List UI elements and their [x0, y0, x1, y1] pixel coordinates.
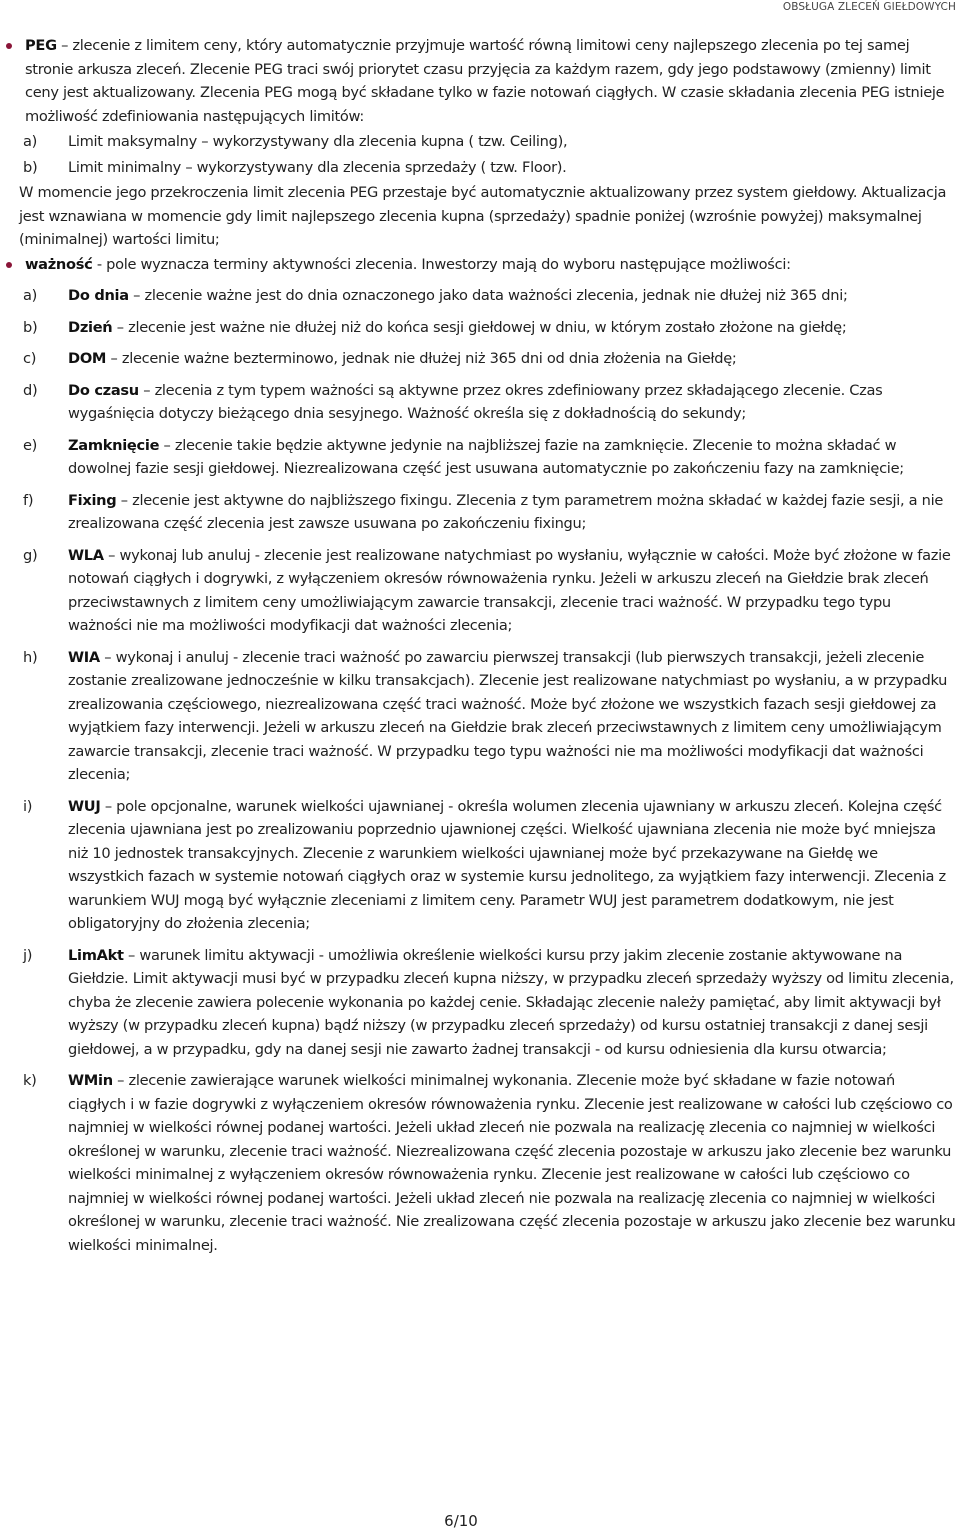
- validity-option-text: [68, 944, 956, 1062]
- validity-option-term: Do czasu: [68, 381, 139, 399]
- bullet-peg: [6, 34, 956, 128]
- validity-option: [6, 795, 956, 936]
- validity-option: [6, 316, 956, 340]
- list-item-label: b): [23, 158, 38, 176]
- bullet-waznosc: [6, 253, 956, 277]
- validity-option-description: – zlecenie zawierające warunek wielkości minimalnej wykonania. Zlecenie może być składane w fazie notowań ciągłych i w fazie dogrywki z wyłączeniem okresów równoważenia rynku. Zlecenie jest realizowane w całości lub częściowo co najmniej w wielkości równej podanej wartości. Jeżeli układ zleceń nie pozwala na realizację zlecenia co najmniej w wielkości określonej w warunku, zlecenie traci ważność. Niezrealizowana część zlecenia pozostaje w arkuszu jako zlecenie bez warunku wielkości minimalnej z wyłączeniem okresów równoważenia rynku. Zlecenie jest realizowane w całości lub częściowo co najmniej w wielkości równej podanej wartości. Jeżeli układ zleceń nie pozwala na realizację zlecenia co najmniej w wielkości określonej w warunku, zlecenie traci ważność. Nie zrealizowana część zlecenia pozostaje w arkuszu jako zlecenie bez warunku wielkości minimalnej.: [68, 1072, 956, 1254]
- waznosc-description: - pole wyznacza terminy aktywności zlecenia. Inwestorzy mają do wyboru następujące możliwości:: [92, 255, 791, 273]
- peg-after-paragraph: W momencie jego przekroczenia limit zlecenia PEG przestaje być automatycznie aktualizowany przez system giełdowy. Aktualizacja jest wznawiana w momencie gdy limit najlepszego zlecenia kupna (sprzedaży) spadnie poniżej (wzrośnie powyżej) maksymalnej (minimalnej) wartości limitu;: [19, 184, 947, 248]
- validity-option: [6, 646, 956, 787]
- validity-option-label: f): [23, 491, 34, 509]
- page-content: [6, 34, 956, 1257]
- validity-option-description: – pole opcjonalne, warunek wielkości ujawnianej - określa wolumen zlecenia ujawniany w arkuszu zleceń. Kolejna część zlecenia ujawniana jest po zrealizowaniu poprzednio ujawnionej części. Wielkość ujawniana zlecenia nie może być mniejsza niż 10 jednostek transakcyjnych. Zlecenie z warunkiem wielkości ujawnianej może być przekazywane na Giełdę we wszystkich fazach w systemie notowań ciągłych oraz w systemie kursu jednolitego, za wyjątkiem fazy interwencji. Zlecenia z warunkiem WUJ mogą być wyłącznie zleceniami z limitem ceny. Parametr WUJ jest parametrem dodatkowym, nie jest obligatoryjny do złożenia zlecenia;: [68, 797, 946, 932]
- validity-option-text: [68, 646, 956, 787]
- validity-option-label: e): [23, 436, 38, 454]
- validity-option-label: h): [23, 648, 38, 666]
- validity-option-label: j): [23, 946, 33, 964]
- validity-option-label: g): [23, 546, 38, 564]
- validity-option: [6, 944, 956, 1062]
- validity-option-description: – zlecenie jest aktywne do najbliższego fixingu. Zlecenia z tym parametrem można składać w każdej fazie sesji, a nie zrealizowana część zlecenia jest zawsze usuwana po zakończeniu fixingu;: [68, 491, 944, 532]
- validity-option-text: [68, 284, 956, 308]
- validity-option-text: [68, 379, 956, 426]
- validity-option-description: – zlecenie takie będzie aktywne jedynie na najbliższej fazie na zamknięcie. Zlecenie to można składać w dowolnej fazie sesji giełdowej. Niezrealizowana część jest usuwana automatycznie po zakończeniu fazy na zamknięcie;: [68, 436, 904, 477]
- validity-option-description: – zlecenia z tym typem ważności są aktywne przez okres zdefiniowany przez składającego zlecenie. Czas wygaśnięcia dotyczy bieżącego dnia sesyjnego. Ważność określa się z dokładnością do sekundy;: [68, 381, 883, 422]
- validity-option-label: b): [23, 318, 38, 336]
- validity-option-text: [68, 347, 956, 371]
- page-number-text: 6/10: [444, 1512, 478, 1530]
- validity-option-text: [68, 795, 956, 936]
- list-item: [6, 130, 956, 154]
- term-peg: PEG: [25, 37, 57, 54]
- validity-option-label: i): [23, 797, 33, 815]
- peg-description: – zlecenie z limitem ceny, który automatycznie przyjmuje wartość równą limitowi ceny najlepszego zlecenia po tej samej stronie arkusza zleceń. Zlecenie PEG traci swój priorytet czasu przyjęcia za każdym razem, gdy jego podstawowy (zmienny) limit ceny jest aktualizowany. Zlecenia PEG mogą być składane tylko w fazie notowań ciągłych. W czasie składania zlecenia PEG istnieje możliwość zdefiniowania następujących limitów:: [25, 37, 945, 125]
- page-number: [0, 1512, 960, 1530]
- validity-option-description: – wykonaj i anuluj - zlecenie traci ważność po zawarciu pierwszej transakcji (lub pierwszych transakcji, jeżeli zlecenie zostanie zrealizowane jednocześnie w kilku transakcjach). Zlecenie jest realizowane natychmiast po wysłaniu, a w przypadku zrealizowania częściowego, niezrealizowana część traci ważność. Może być złożone we wszystkich fazach sesji giełdowej za wyjątkiem fazy interwencji. Jeżeli w arkuszu zleceń na Giełdzie brak zleceń przeciwstawnych z limitem ceny umożliwiającym zawarcie transakcji, zlecenie traci ważność. W przypadku tego typu ważności nie ma możliwości modyfikacji dat ważności zlecenia;: [68, 648, 948, 783]
- validity-option: [6, 347, 956, 371]
- validity-option-text: [68, 544, 956, 638]
- validity-option-description: – zlecenie ważne bezterminowo, jednak nie dłużej niż 365 dni od dnia złożenia na Giełdę;: [106, 350, 737, 367]
- validity-option-label: d): [23, 381, 38, 399]
- validity-option-description: – zlecenie ważne jest do dnia oznaczonego jako data ważności zlecenia, jednak nie dłużej niż 365 dni;: [128, 287, 848, 304]
- validity-option-term: WLA: [68, 546, 104, 564]
- validity-option: [6, 284, 956, 308]
- validity-option-term: Dzień: [68, 318, 113, 336]
- list-item-label: a): [23, 133, 38, 150]
- validity-option-label: c): [23, 350, 37, 367]
- validity-option-term: DOM: [68, 350, 107, 367]
- validity-option-label: a): [23, 287, 38, 304]
- validity-option-description: – zlecenie jest ważne nie dłużej niż do końca sesji giełdowej w dniu, w którym zostało złożone na giełdę;: [112, 318, 847, 336]
- validity-option: [6, 379, 956, 426]
- list-item-text: Limit minimalny – wykorzystywany dla zlecenia sprzedaży ( tzw. Floor).: [68, 158, 567, 176]
- validity-option-term: Zamknięcie: [68, 436, 160, 454]
- validity-option: [6, 544, 956, 638]
- validity-option-label: k): [23, 1072, 37, 1089]
- validity-option-term: Do dnia: [68, 287, 129, 304]
- validity-option: [6, 434, 956, 481]
- running-header: OBSŁUGA ZLECEŃ GIEŁDOWYCH: [782, 1, 956, 13]
- validity-option-term: WIA: [68, 648, 100, 666]
- validity-option: [6, 489, 956, 536]
- list-item-text: Limit maksymalny – wykorzystywany dla zlecenia kupna ( tzw. Ceiling),: [68, 133, 568, 150]
- validity-option-term: Fixing: [68, 491, 117, 509]
- validity-option-text: [68, 1069, 956, 1257]
- validity-option: [6, 1069, 956, 1257]
- validity-option-description: – warunek limitu aktywacji - umożliwia określenie wielkości kursu przy jakim zlecenie zostanie aktywowane na Giełdzie. Limit aktywacji musi być w przypadku zleceń kupna niższy, w przypadku zleceń sprzedaży wyższy od limitu zlecenia, chyba że zlecenie zawiera polecenie wykonania po każdej cenie. Składając zlecenie należy pamiętać, aby limit aktywacji był wyższy (w przypadku zleceń kupna) bądź niższy (w przypadku zleceń sprzedaży) od kursu ostatniej transakcji z danej sesji giełdowej, a w przypadku, gdy na danej sesji nie zawarto żadnej transakcji - od kursu odniesienia dla kursu otwarcia;: [68, 946, 954, 1058]
- validity-option-text: [68, 316, 956, 340]
- validity-option-description: – wykonaj lub anuluj - zlecenie jest realizowane natychmiast po wysłaniu, wyłącznie w całości. Może być złożone w fazie notowań ciągłych i dogrywki, z wyłączeniem okresów równoważenia rynku. Jeżeli w arkuszu zleceń na Giełdzie brak zleceń przeciwstawnych z limitem ceny umożliwiającym zawarcie transakcji, zlecenie traci ważność. W przypadku tego typu ważności nie ma możliwości modyfikacji dat ważności zlecenia;: [68, 546, 951, 634]
- validity-option-text: [68, 489, 956, 536]
- validity-option-term: WUJ: [68, 797, 101, 815]
- validity-options-list: [6, 284, 956, 1257]
- term-waznosc: ważność: [25, 255, 93, 273]
- validity-option-term: LimAkt: [68, 946, 124, 964]
- validity-option-text: [68, 434, 956, 481]
- list-item: [6, 156, 956, 180]
- validity-option-term: WMin: [68, 1072, 113, 1089]
